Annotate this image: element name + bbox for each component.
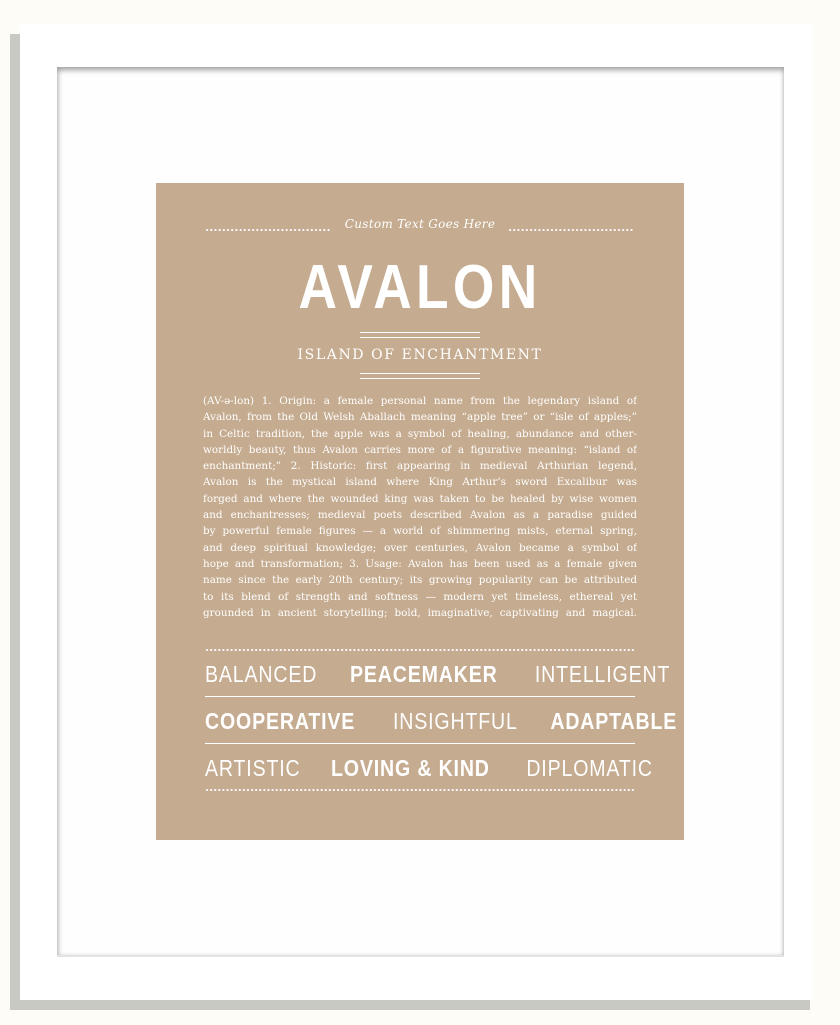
rule-upper-2: [360, 337, 480, 338]
dotted-rule-traits-top: [205, 649, 635, 651]
definition-line: name since the early 20th century; its growing popularity can be attributed: [203, 574, 637, 587]
definition-line: Avalon is the mystical island where King Arthur’s sword Excalibur was: [203, 476, 637, 489]
name-print: [156, 183, 684, 840]
definition-line: Avalon, from the Old Welsh Aballach meaning “apple tree” or “isle of apples;”: [203, 411, 637, 424]
rule-traits-1: [205, 696, 635, 697]
custom-text: Custom Text Goes Here: [344, 217, 496, 231]
trait-word: PEACEMAKER: [350, 660, 498, 687]
definition-line: enchantment;” 2. Historic: first appearing in medieval Arthurian legend,: [203, 460, 637, 473]
trait-row-1: [205, 656, 670, 692]
definition-line: forged and where the wounded king was taken to be healed by wise women: [203, 492, 637, 505]
trait-word: LOVING & KIND: [331, 754, 491, 781]
rule-traits-2: [205, 743, 635, 744]
definition-line: to its blend of strength and softness — modern yet timeless, ethereal yet: [203, 590, 637, 603]
name-definition: [203, 393, 637, 621]
rule-lower-2: [360, 378, 480, 379]
definition-line: and enchantresses; medieval poets described Avalon as a paradise guided: [203, 509, 637, 522]
trait-word: COOPERATIVE: [205, 707, 356, 734]
definition-line: worldly beauty, thus Avalon carries more of a figurative meaning: “island of: [203, 443, 637, 456]
definition-line: by powerful female figures — a world of shimmering mists, eternal spring,: [203, 525, 637, 538]
trait-word: INTELLIGENT: [534, 660, 670, 687]
definition-line: (AV-ə-lon) 1. Origin: a female personal name from the legendary island of: [203, 395, 637, 407]
trait-row-2: [205, 703, 678, 739]
rule-upper-1: [360, 332, 480, 333]
trait-word: ADAPTABLE: [550, 707, 678, 734]
name-title: AVALON: [298, 253, 542, 322]
trait-row-3: [205, 750, 654, 786]
definition-line: in Celtic tradition, the apple was a symbol of healing, abundance and other-: [203, 427, 637, 440]
trait-word: DIPLOMATIC: [526, 754, 654, 781]
rule-lower-1: [360, 373, 480, 374]
definition-line: hope and transformation; 3. Usage: Avalon has been used as a female given: [203, 557, 637, 570]
definition-line: grounded in ancient storytelling; bold, imaginative, captivating and magical.: [203, 606, 637, 619]
definition-line: and deep spiritual knowledge; over centuries, Avalon became a symbol of: [203, 541, 637, 554]
trait-word: INSIGHTFUL: [392, 707, 518, 734]
name-meaning: ISLAND OF ENCHANTMENT: [297, 347, 543, 363]
trait-word: BALANCED: [205, 660, 318, 687]
dotted-rule-traits-bottom: [205, 789, 635, 791]
trait-word: ARTISTIC: [205, 754, 301, 781]
